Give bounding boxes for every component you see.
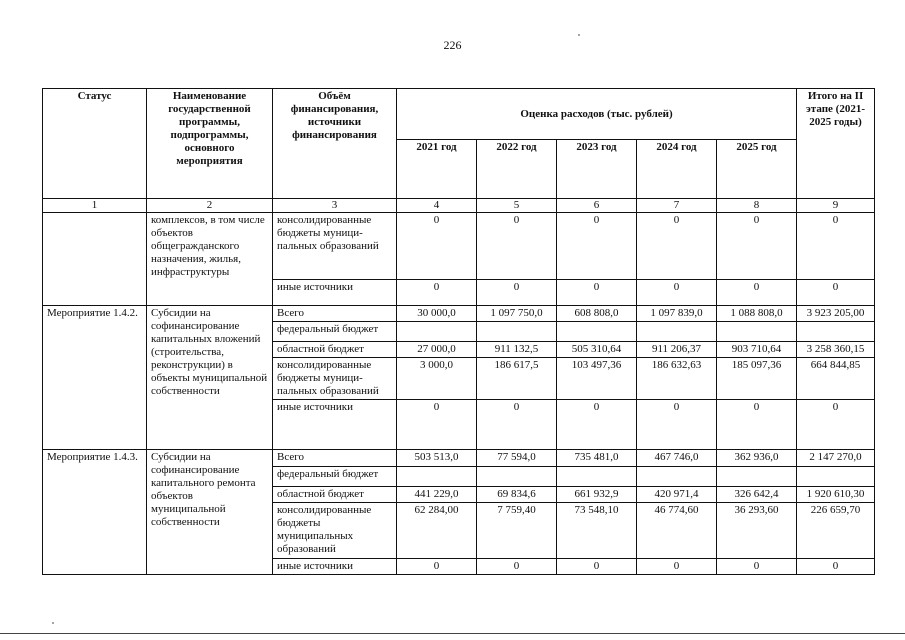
value-cell: 27 000,0	[397, 342, 477, 358]
column-number: 7	[637, 199, 717, 213]
header-status: Статус	[43, 89, 147, 199]
value-cell: 30 000,0	[397, 306, 477, 322]
value-cell	[717, 322, 797, 342]
header-year: 2025 год	[717, 140, 797, 199]
header-cost-estimate: Оценка расходов (тыс. рублей)	[397, 89, 797, 140]
value-cell: 185 097,36	[717, 358, 797, 400]
scan-speck	[52, 622, 54, 624]
value-cell: 0	[637, 213, 717, 280]
value-cell: 503 513,0	[397, 450, 477, 467]
value-cell: 3 258 360,15	[797, 342, 875, 358]
value-cell: 0	[637, 280, 717, 306]
value-cell	[797, 322, 875, 342]
program-name-cell: Субсидии на софинансирование капитальных вложений (строительства, реконструкции) в объекты муниципальной собственности	[147, 306, 273, 450]
value-cell: 0	[397, 559, 477, 575]
value-cell: 0	[477, 213, 557, 280]
source-cell: консолидированные бюджеты муници-пальных образований	[273, 358, 397, 400]
value-cell: 0	[717, 559, 797, 575]
value-cell: 326 642,4	[717, 487, 797, 503]
value-cell: 467 746,0	[637, 450, 717, 467]
value-cell: 3 923 205,00	[797, 306, 875, 322]
value-cell: 46 774,60	[637, 503, 717, 559]
header-row-1	[43, 89, 875, 140]
value-cell: 0	[477, 400, 557, 450]
table-row	[43, 306, 875, 322]
column-number: 1	[43, 199, 147, 213]
value-cell: 186 617,5	[477, 358, 557, 400]
financing-table	[42, 88, 875, 575]
header-year: 2022 год	[477, 140, 557, 199]
program-name-cell: комплексов, в том числе объектов общегражданского назначения, жилья, инфраструктуры	[147, 213, 273, 306]
column-number: 5	[477, 199, 557, 213]
source-cell: консолидированные бюджеты муници-пальных образований	[273, 213, 397, 280]
value-cell: 608 808,0	[557, 306, 637, 322]
header-financing-volume: Объём финансирования, источники финансирования	[273, 89, 397, 199]
header-total: Итого на II этапе (2021-2025 годы)	[797, 89, 875, 199]
value-cell	[797, 467, 875, 487]
value-cell: 0	[797, 213, 875, 280]
status-cell: Мероприятие 1.4.3.	[43, 450, 147, 575]
value-cell: 1 097 750,0	[477, 306, 557, 322]
column-number-row	[43, 199, 875, 213]
value-cell	[637, 467, 717, 487]
status-cell: Мероприятие 1.4.2.	[43, 306, 147, 450]
value-cell	[717, 467, 797, 487]
value-cell: 0	[717, 280, 797, 306]
value-cell: 36 293,60	[717, 503, 797, 559]
value-cell: 1 920 610,30	[797, 487, 875, 503]
source-cell: федеральный бюджет	[273, 322, 397, 342]
value-cell: 0	[557, 400, 637, 450]
value-cell: 62 284,00	[397, 503, 477, 559]
value-cell: 0	[717, 213, 797, 280]
value-cell: 0	[397, 280, 477, 306]
value-cell	[637, 322, 717, 342]
page-bottom-rule	[0, 633, 905, 634]
value-cell: 103 497,36	[557, 358, 637, 400]
value-cell: 505 310,64	[557, 342, 637, 358]
value-cell: 2 147 270,0	[797, 450, 875, 467]
value-cell	[477, 322, 557, 342]
status-cell	[43, 213, 147, 306]
value-cell: 77 594,0	[477, 450, 557, 467]
value-cell: 0	[797, 280, 875, 306]
header-year: 2024 год	[637, 140, 717, 199]
value-cell: 0	[797, 400, 875, 450]
header-year: 2021 год	[397, 140, 477, 199]
value-cell: 0	[557, 213, 637, 280]
value-cell: 0	[397, 400, 477, 450]
source-cell: иные источники	[273, 280, 397, 306]
source-cell: Всего	[273, 450, 397, 467]
value-cell: 0	[797, 559, 875, 575]
column-number: 9	[797, 199, 875, 213]
value-cell: 0	[717, 400, 797, 450]
value-cell: 735 481,0	[557, 450, 637, 467]
column-number: 6	[557, 199, 637, 213]
value-cell	[397, 467, 477, 487]
value-cell: 0	[637, 559, 717, 575]
value-cell: 69 834,6	[477, 487, 557, 503]
header-program-name: Наименование государственной программы, подпрограммы, основного мероприятия	[147, 89, 273, 199]
scan-speck	[578, 34, 580, 36]
table-row	[43, 450, 875, 467]
source-cell: областной бюджет	[273, 487, 397, 503]
source-cell: Всего	[273, 306, 397, 322]
value-cell: 903 710,64	[717, 342, 797, 358]
value-cell: 0	[477, 559, 557, 575]
column-number: 4	[397, 199, 477, 213]
value-cell: 7 759,40	[477, 503, 557, 559]
value-cell: 226 659,70	[797, 503, 875, 559]
value-cell: 0	[557, 280, 637, 306]
value-cell: 664 844,85	[797, 358, 875, 400]
value-cell: 362 936,0	[717, 450, 797, 467]
page-number: 226	[443, 38, 462, 52]
value-cell: 911 132,5	[477, 342, 557, 358]
value-cell: 3 000,0	[397, 358, 477, 400]
value-cell: 186 632,63	[637, 358, 717, 400]
value-cell	[477, 467, 557, 487]
header-year: 2023 год	[557, 140, 637, 199]
program-name-cell: Субсидии на софинансирование капитального ремонта объектов муниципальной собственности	[147, 450, 273, 575]
value-cell	[557, 322, 637, 342]
value-cell: 420 971,4	[637, 487, 717, 503]
value-cell: 911 206,37	[637, 342, 717, 358]
column-number: 8	[717, 199, 797, 213]
value-cell: 0	[477, 280, 557, 306]
value-cell: 0	[397, 213, 477, 280]
value-cell: 1 097 839,0	[637, 306, 717, 322]
value-cell: 0	[637, 400, 717, 450]
value-cell	[397, 322, 477, 342]
source-cell: иные источники	[273, 400, 397, 450]
value-cell: 73 548,10	[557, 503, 637, 559]
value-cell: 441 229,0	[397, 487, 477, 503]
source-cell: областной бюджет	[273, 342, 397, 358]
value-cell: 0	[557, 559, 637, 575]
source-cell: консолидированные бюджеты муниципальных образований	[273, 503, 397, 559]
value-cell: 1 088 808,0	[717, 306, 797, 322]
value-cell	[557, 467, 637, 487]
source-cell: иные источники	[273, 559, 397, 575]
table-row	[43, 213, 875, 280]
column-number: 2	[147, 199, 273, 213]
source-cell: федеральный бюджет	[273, 467, 397, 487]
value-cell: 661 932,9	[557, 487, 637, 503]
column-number: 3	[273, 199, 397, 213]
